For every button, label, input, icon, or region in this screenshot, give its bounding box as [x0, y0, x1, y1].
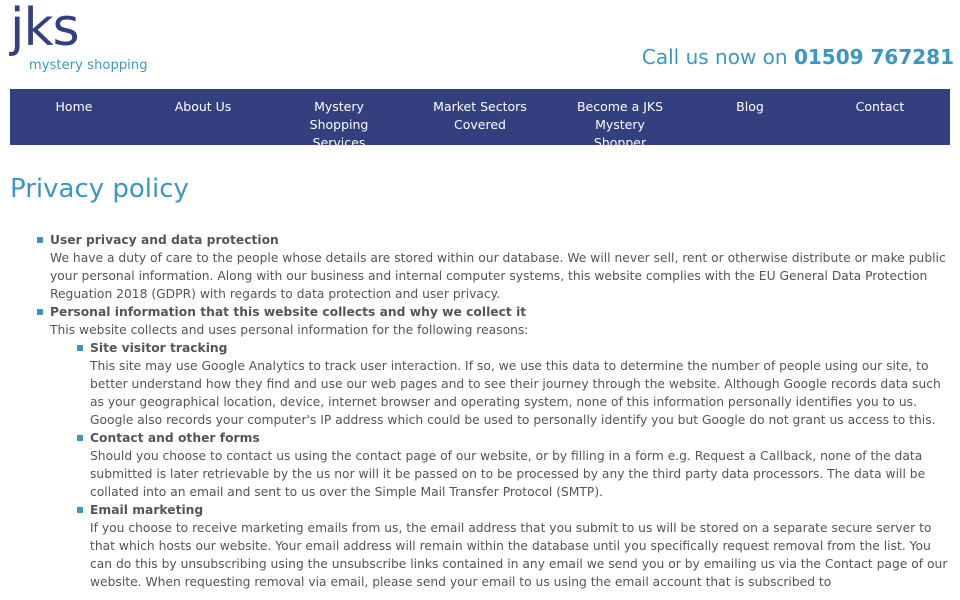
subsection-body: Should you choose to contact us using the contact page of our website, or by filling in a form e.g. Request a Callback, none of the data submitted is later retrievable by the us nor will it be passed on to be processed by any the third party data processors. The data will be collated into an email and sent to us over the Simple Mail Transfer Protocol (SMTP). — [90, 449, 926, 499]
policy-subsection — [76, 339, 950, 429]
nav-item-become-shopper[interactable]: Become a JKS Mystery Shopper — [576, 99, 664, 150]
subsection-heading: Email marketing — [90, 503, 204, 517]
nav-item-about-us[interactable]: About Us — [174, 99, 232, 114]
nav-item-home[interactable]: Home — [55, 99, 93, 114]
nav-item-services[interactable]: Mystery Shopping Services — [309, 99, 369, 150]
subsection-heading: Contact and other forms — [90, 431, 260, 445]
nav-item-blog[interactable]: Blog — [736, 99, 764, 114]
subsection-body: This site may use Google Analytics to track user interaction. If so, we use this data to determine the number of people using our site, to better understand how they find and use our web pages and to see their journey through the website. Although Google records data such as your geographical location, device, internet browser and operating system, none of this information personally identifies you to us. Google also records your computer's IP address which could be used to personally identify you but Google do not grant us access to this. — [90, 359, 941, 427]
phone-number[interactable]: 01509 767281 — [793, 45, 954, 69]
logo-brand: jks — [10, 0, 79, 58]
section-body: This website collects and uses personal information for the following reasons: — [50, 323, 529, 337]
logo-tagline: mystery shopping — [29, 58, 148, 73]
section-body: We have a duty of care to the people whose details are stored within our database. We will never sell, rent or otherwise distribute or make public your personal information. Along with our business and internal computer systems, this website complies with the EU General Data Protection Reguation 2018 (GDPR) with regards to data protection and user privacy. — [50, 251, 946, 301]
bullet-marker — [37, 237, 43, 243]
bullet-marker — [37, 309, 43, 315]
phone-callout — [642, 45, 954, 69]
policy-content — [36, 231, 950, 591]
nav-item-market-sectors[interactable]: Market Sectors Covered — [433, 99, 527, 132]
site-header — [0, 0, 960, 89]
phone-prefix: Call us now on — [641, 45, 788, 69]
section-heading: Personal information that this website collects and why we collect it — [50, 305, 527, 319]
policy-section — [36, 303, 950, 591]
policy-section — [36, 231, 950, 303]
policy-list — [36, 231, 950, 591]
bullet-marker — [77, 507, 83, 513]
policy-subsection — [76, 501, 950, 591]
site-logo[interactable] — [10, 0, 170, 78]
policy-sublist — [76, 339, 950, 591]
subsection-heading: Site visitor tracking — [90, 341, 228, 355]
subsection-body: If you choose to receive marketing emails from us, the email address that you submit to us will be stored on a separate secure server to that which hosts our website. Your email address will remain within the database until you specifically request removal from the list. You can do this by unsubscribing using the unsubscribe links contained in any email we send you or by emailing us via the Contact page of our website. When requesting removal via email, please send your email to us using the email account that is subscribed to — [90, 521, 948, 589]
main-nav — [10, 89, 950, 150]
bullet-marker — [77, 435, 83, 441]
section-heading: User privacy and data protection — [50, 233, 279, 247]
policy-subsection — [76, 429, 950, 501]
page-title: Privacy policy — [10, 174, 189, 204]
bullet-marker — [77, 345, 83, 351]
nav-item-contact[interactable]: Contact — [855, 99, 905, 114]
